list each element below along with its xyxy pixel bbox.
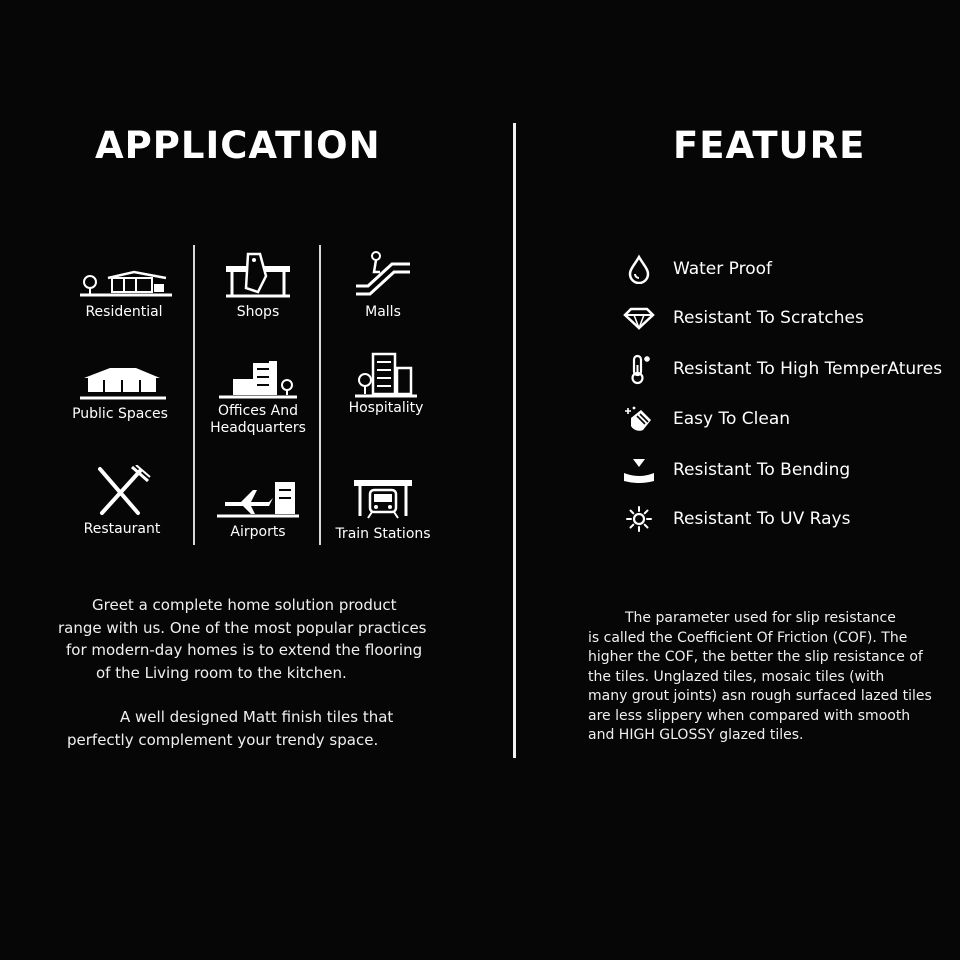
paragraph-line: for modern-day homes is to extend the flooring [66, 641, 423, 659]
bending-icon [620, 455, 658, 485]
application-label: Malls [365, 304, 401, 320]
application-paragraph-2 [67, 706, 393, 751]
house-icon [74, 264, 174, 300]
application-item-malls [321, 250, 445, 321]
application-item-airports [196, 478, 320, 541]
feature-item-easy-to-clean [620, 403, 790, 435]
application-label: Hospitality [348, 400, 424, 416]
feature-paragraph [588, 609, 932, 746]
grid-divider-left [193, 245, 195, 545]
paragraph-line: are less slippery when compared with smooth [588, 707, 911, 724]
paragraph-line: Greet a complete home solution product [92, 596, 397, 614]
diamond-icon [620, 303, 658, 333]
application-label: Offices And [218, 403, 298, 419]
paragraph-line: The parameter used for slip resistance [625, 610, 896, 626]
fork-knife-icon [92, 465, 152, 517]
center-divider [513, 123, 516, 758]
paragraph-line: A well designed Matt finish tiles that [120, 708, 394, 726]
feature-label: Resistant To Scratches [673, 308, 864, 328]
feature-item-water-proof [620, 253, 772, 285]
application-label: Public Spaces [72, 406, 168, 422]
feature-item-high-temperatures [620, 353, 942, 385]
paragraph-line: of the Living room to the kitchen. [96, 663, 347, 682]
feature-heading: FEATURE [673, 124, 866, 167]
paragraph-line: higher the COF, the better the slip resistance of [588, 649, 923, 665]
warehouse-icon [70, 360, 170, 402]
feature-label: Water Proof [673, 259, 773, 279]
application-item-hospitality [324, 350, 448, 417]
feature-item-scratches [620, 302, 864, 334]
application-label: Train Stations [335, 526, 431, 542]
paragraph-line: range with us. One of the most popular practices [58, 618, 427, 637]
office-building-icon [213, 357, 303, 401]
application-label-line2: Headquarters [210, 420, 306, 436]
application-label: Airports [230, 524, 286, 540]
airplane-icon [213, 478, 303, 520]
paragraph-line: the tiles. Unglazed tiles, mosaic tiles (with [588, 668, 885, 685]
application-label: Shops [236, 304, 280, 320]
feature-label: Resistant To Bending [673, 460, 851, 480]
feature-label: Easy To Clean [673, 409, 791, 429]
application-item-offices [196, 357, 320, 437]
sun-icon [620, 504, 658, 534]
water-drop-icon [620, 254, 658, 284]
feature-item-uv-rays [620, 503, 850, 535]
feature-label: Resistant To High TemperAtures [673, 359, 943, 379]
application-item-shops [196, 250, 320, 321]
application-item-restaurant [60, 465, 184, 538]
paragraph-line: perfectly complement your trendy space. [67, 730, 379, 749]
application-label: Restaurant [83, 521, 161, 537]
application-heading: APPLICATION [95, 124, 381, 167]
paragraph-line: and HIGH GLOSSY glazed tiles. [588, 727, 804, 743]
escalator-icon [348, 250, 418, 300]
application-item-public-spaces [58, 360, 182, 423]
application-label: Residential [85, 304, 163, 320]
application-item-residential [62, 264, 186, 321]
hotel-icon [351, 350, 421, 400]
feature-item-bending [620, 454, 850, 486]
paragraph-line: is called the Coefficient Of Friction (COF). The [588, 629, 908, 646]
application-paragraph-1 [58, 594, 427, 684]
paragraph-line: many grout joints) asn rough surfaced lazed tiles [588, 688, 932, 704]
train-icon [348, 476, 418, 522]
thermometer-icon [620, 354, 658, 384]
shop-icon [218, 250, 298, 300]
feature-label: Resistant To UV Rays [673, 509, 851, 529]
application-item-train-stations [321, 476, 445, 543]
cleaning-hand-icon [620, 404, 658, 434]
